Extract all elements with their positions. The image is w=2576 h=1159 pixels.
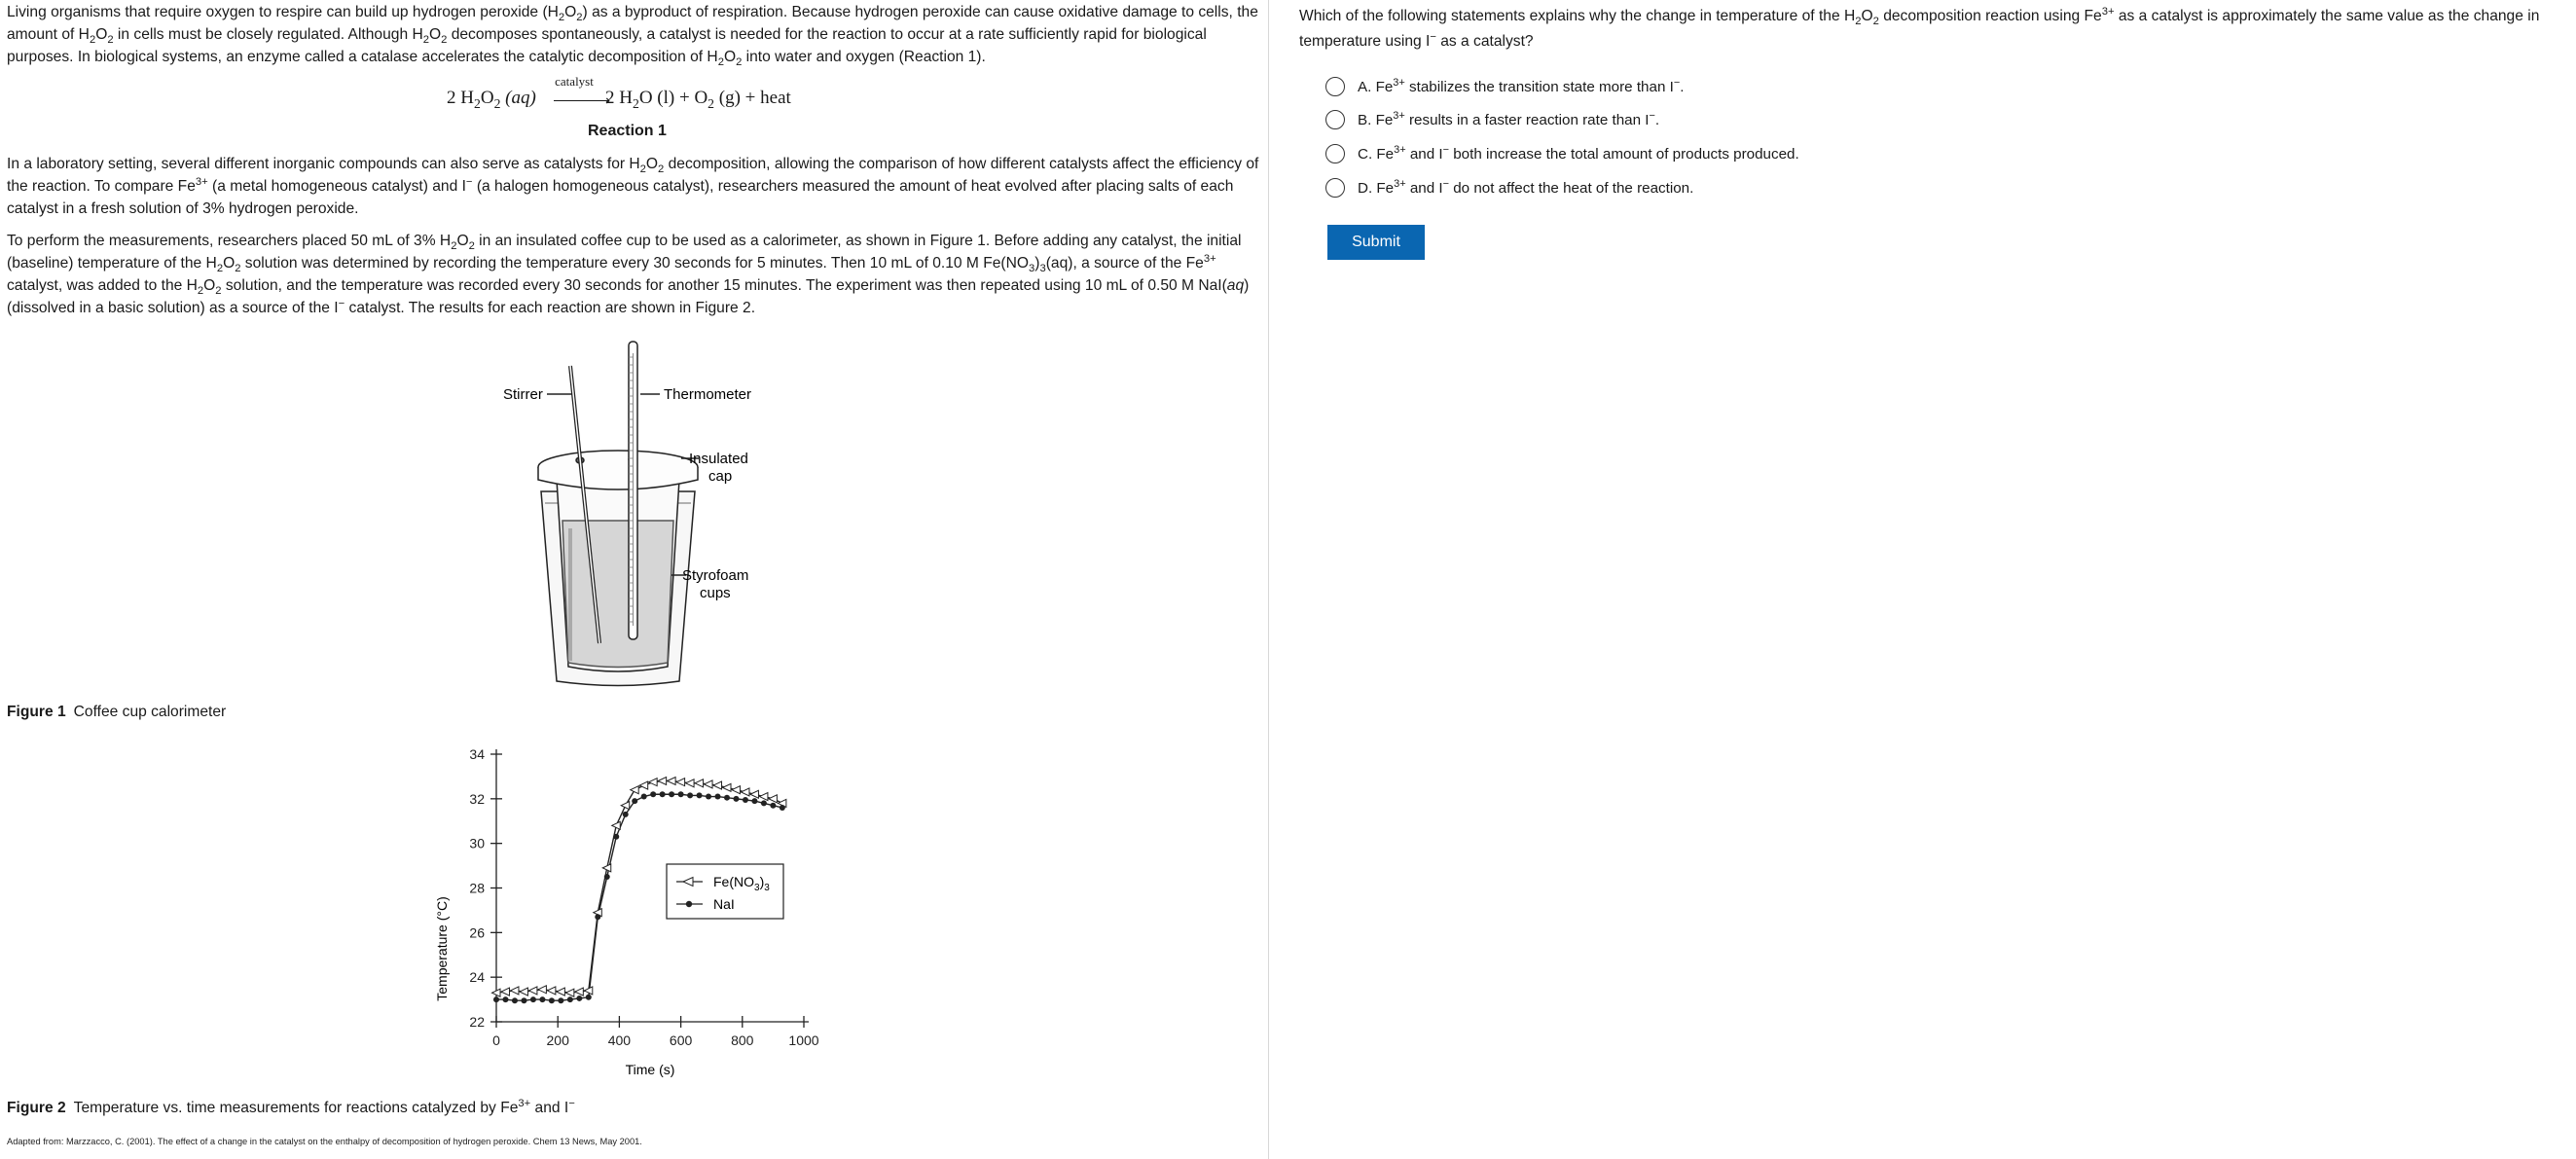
x-axis-label: Time (s) [625,1062,675,1077]
data-point-fe [723,783,732,791]
data-point-fe [686,779,695,787]
choice-d-text: D. $Fe^{3+}$ and I− do not affect the heat of the reaction. [1358,177,1694,197]
y-axis-label: Temperature (°C) [434,896,450,1001]
data-point-nai [493,996,499,1002]
data-point-fe [750,790,759,798]
radio-button-d[interactable] [1325,178,1345,198]
chart-legend [667,864,783,919]
data-point-nai [743,797,748,803]
data-point-nai [780,805,785,811]
insulated-cap-label: Insulated [689,451,748,467]
data-point-nai [623,812,629,817]
legend-label-fe: $Fe(NO_3)_3$ [713,874,770,893]
data-point-fe [520,988,528,996]
answer-choice-b[interactable] [1325,107,1659,132]
data-point-nai [502,996,508,1002]
data-point-nai [586,995,592,1000]
calorimeter-diagram [487,334,779,694]
data-point-nai [558,997,563,1003]
radio-button-c[interactable] [1325,144,1345,163]
y-tick-label: 22 [469,1014,485,1030]
lab-setting-paragraph: In a laboratory setting, several different inorganic compounds can also serve as catalysts for $H_2O_2$ decomposition, allowing the comparison of how different catalysts affect the efficiency of the reaction. To compare $Fe^{3+}$ (a metal homogeneous catalyst) and I− (a halogen homogeneous catalyst), researchers measured the amount of heat evolved after placing salts of each catalyst in a fresh solution of 3% hydrogen peroxide. [7,156,1259,217]
catalyst-label: catalyst [555,74,594,89]
data-point-fe [741,788,749,796]
data-point-fe [547,987,556,995]
data-point-nai [715,794,721,800]
x-tick-label: 0 [492,1032,500,1048]
data-point-nai [632,798,637,804]
styrofoam-cups-label: Styrofoam [682,567,749,584]
data-point-fe [501,988,510,996]
y-tick-label: 24 [469,969,485,986]
choice-a-text: A. $Fe^{3+}$ stabilizes the transition state more than I−. [1358,76,1685,95]
data-point-nai [576,996,582,1001]
y-tick-label: 28 [469,880,485,896]
data-point-fe [538,986,547,994]
y-tick-label: 34 [469,746,485,762]
data-point-nai [604,874,610,880]
y-tick-label: 32 [469,790,485,807]
solution-liquid [562,521,673,668]
data-point-nai [761,800,767,806]
answer-choice-c[interactable] [1325,141,1799,166]
data-point-fe [676,779,685,786]
x-tick-label: 1000 [788,1032,819,1048]
data-point-nai [678,791,684,797]
data-point-fe [510,987,519,995]
reaction-equation: 2 $H_2O_2$ (aq) catalyst ⟶ 2 $H_2O$ $(l) + O_2$ (g) + heat [447,74,791,111]
radio-button-b[interactable] [1325,110,1345,129]
x-tick-label: 800 [731,1032,754,1048]
data-point-fe [769,795,778,803]
question-panel [1270,0,2576,1159]
x-tick-label: 200 [546,1032,569,1048]
data-point-fe [732,786,741,794]
answer-choice-d[interactable] [1325,175,1693,200]
data-point-nai [724,795,730,801]
data-point-nai [706,794,711,800]
x-tick-label: 400 [607,1032,632,1048]
data-point-nai [650,791,656,797]
data-point-nai [770,803,776,809]
data-point-nai [660,791,666,797]
data-point-nai [567,996,573,1002]
data-point-nai [521,997,526,1003]
data-point-nai [595,914,600,920]
question-stem: Which of the following statements explains why the change in temperature of the $H_2O_2$ decomposition reaction using $Fe^{3+}$ as a catalyst is approximately the same value as the change in temperature using I− as a catalyst? [1299,5,2540,50]
data-point-nai [549,997,555,1003]
data-point-nai [669,791,674,797]
svg-text:cups: cups [700,585,731,601]
data-point-fe [631,786,639,794]
data-point-nai [641,794,647,800]
data-point-nai [687,792,693,798]
data-point-nai [530,996,536,1002]
data-point-nai [613,834,619,840]
data-point-nai [733,796,739,802]
citation: Adapted from: Marzzacco, C. (2001). The effect of a change in the catalyst on the enthalpy of decomposition of hydrogen peroxide. Chem 13 News, May 2001. [7,1137,642,1146]
thermometer-label: Thermometer [664,386,752,403]
x-tick-label: 600 [669,1032,693,1048]
data-point-nai [697,792,703,798]
data-point-fe [575,988,584,996]
intro-paragraph: Living organisms that require oxygen to respire can build up hydrogen peroxide $(H_2O_2)$ as a byproduct of respiration. Because hydrogen peroxide can cause oxidative damage to cells, the amount of $H_2O_2$ in cells must be closely regulated. Although $H_2O_2$ decomposes spontaneously, a catalyst is needed for the reaction to occur at a rate sufficiently rapid for biological purposes. In biological systems, an enzyme called a catalase accelerates the catalytic decomposition of $H_2O_2$ into water and oxygen (Reaction 1). [7,4,1258,69]
reaction-label: Reaction 1 [588,123,667,139]
data-point-fe [713,781,722,789]
choice-b-text: B. $Fe^{3+}$ results in a faster reaction rate than I−. [1358,109,1660,128]
submit-button[interactable]: Submit [1327,225,1425,260]
choice-c-text: C. $Fe^{3+}$ and I− both increase the total amount of products produced. [1358,143,1799,163]
passage-panel [0,0,1269,1159]
data-point-fe [658,778,667,785]
temperature-chart [418,740,827,1085]
figure-1-caption: Figure 1 Coffee cup calorimeter [7,704,227,720]
data-point-fe [668,778,676,785]
legend-label-nai: NaI [713,896,735,912]
stirrer-label: Stirrer [503,386,543,403]
data-point-fe [705,780,713,788]
data-point-nai [751,798,757,804]
data-point-fe [639,781,648,789]
data-point-fe [695,779,704,787]
data-point-nai [539,996,545,1002]
radio-button-a[interactable] [1325,77,1345,96]
data-point-fe [528,987,537,995]
data-point-fe [565,989,574,996]
data-point-fe [649,779,658,786]
method-paragraph: To perform the measurements, researchers placed 50 mL of 3% $H_2O_2$ in an insulated coffee cup to be used as a calorimeter, as shown in Figure 1. Before adding any catalyst, the initial (baseline) temperature of the $H_2O_2$ solution was determined by recording the temperature every 30 seconds for 5 minutes. Then 10 mL of 0.10 M $Fe(NO_3)_3(aq)$, a source of the $Fe^{3+}$ catalyst, was added to the $H_2O_2$ solution, and the temperature was recorded every 30 seconds for another 15 minutes. The experiment was then repeated using 10 mL of 0.50 M NaI(aq) (dissolved in a basic solution) as a source of the I− catalyst. The results for each reaction are shown in Figure 2. [7,233,1250,316]
svg-text:cap: cap [708,468,733,485]
figure-2-caption: Figure 2 Temperature vs. time measurements for reactions catalyzed by $Fe^{3+}$ and I− [7,1097,575,1116]
data-point-fe [759,793,768,801]
y-tick-label: 26 [469,924,485,941]
legend-marker-nai [686,901,692,907]
data-point-nai [512,997,518,1003]
data-point-fe [557,988,565,996]
y-tick-label: 30 [469,835,485,851]
data-point-fe [621,802,630,810]
answer-choice-a[interactable] [1325,74,1684,99]
